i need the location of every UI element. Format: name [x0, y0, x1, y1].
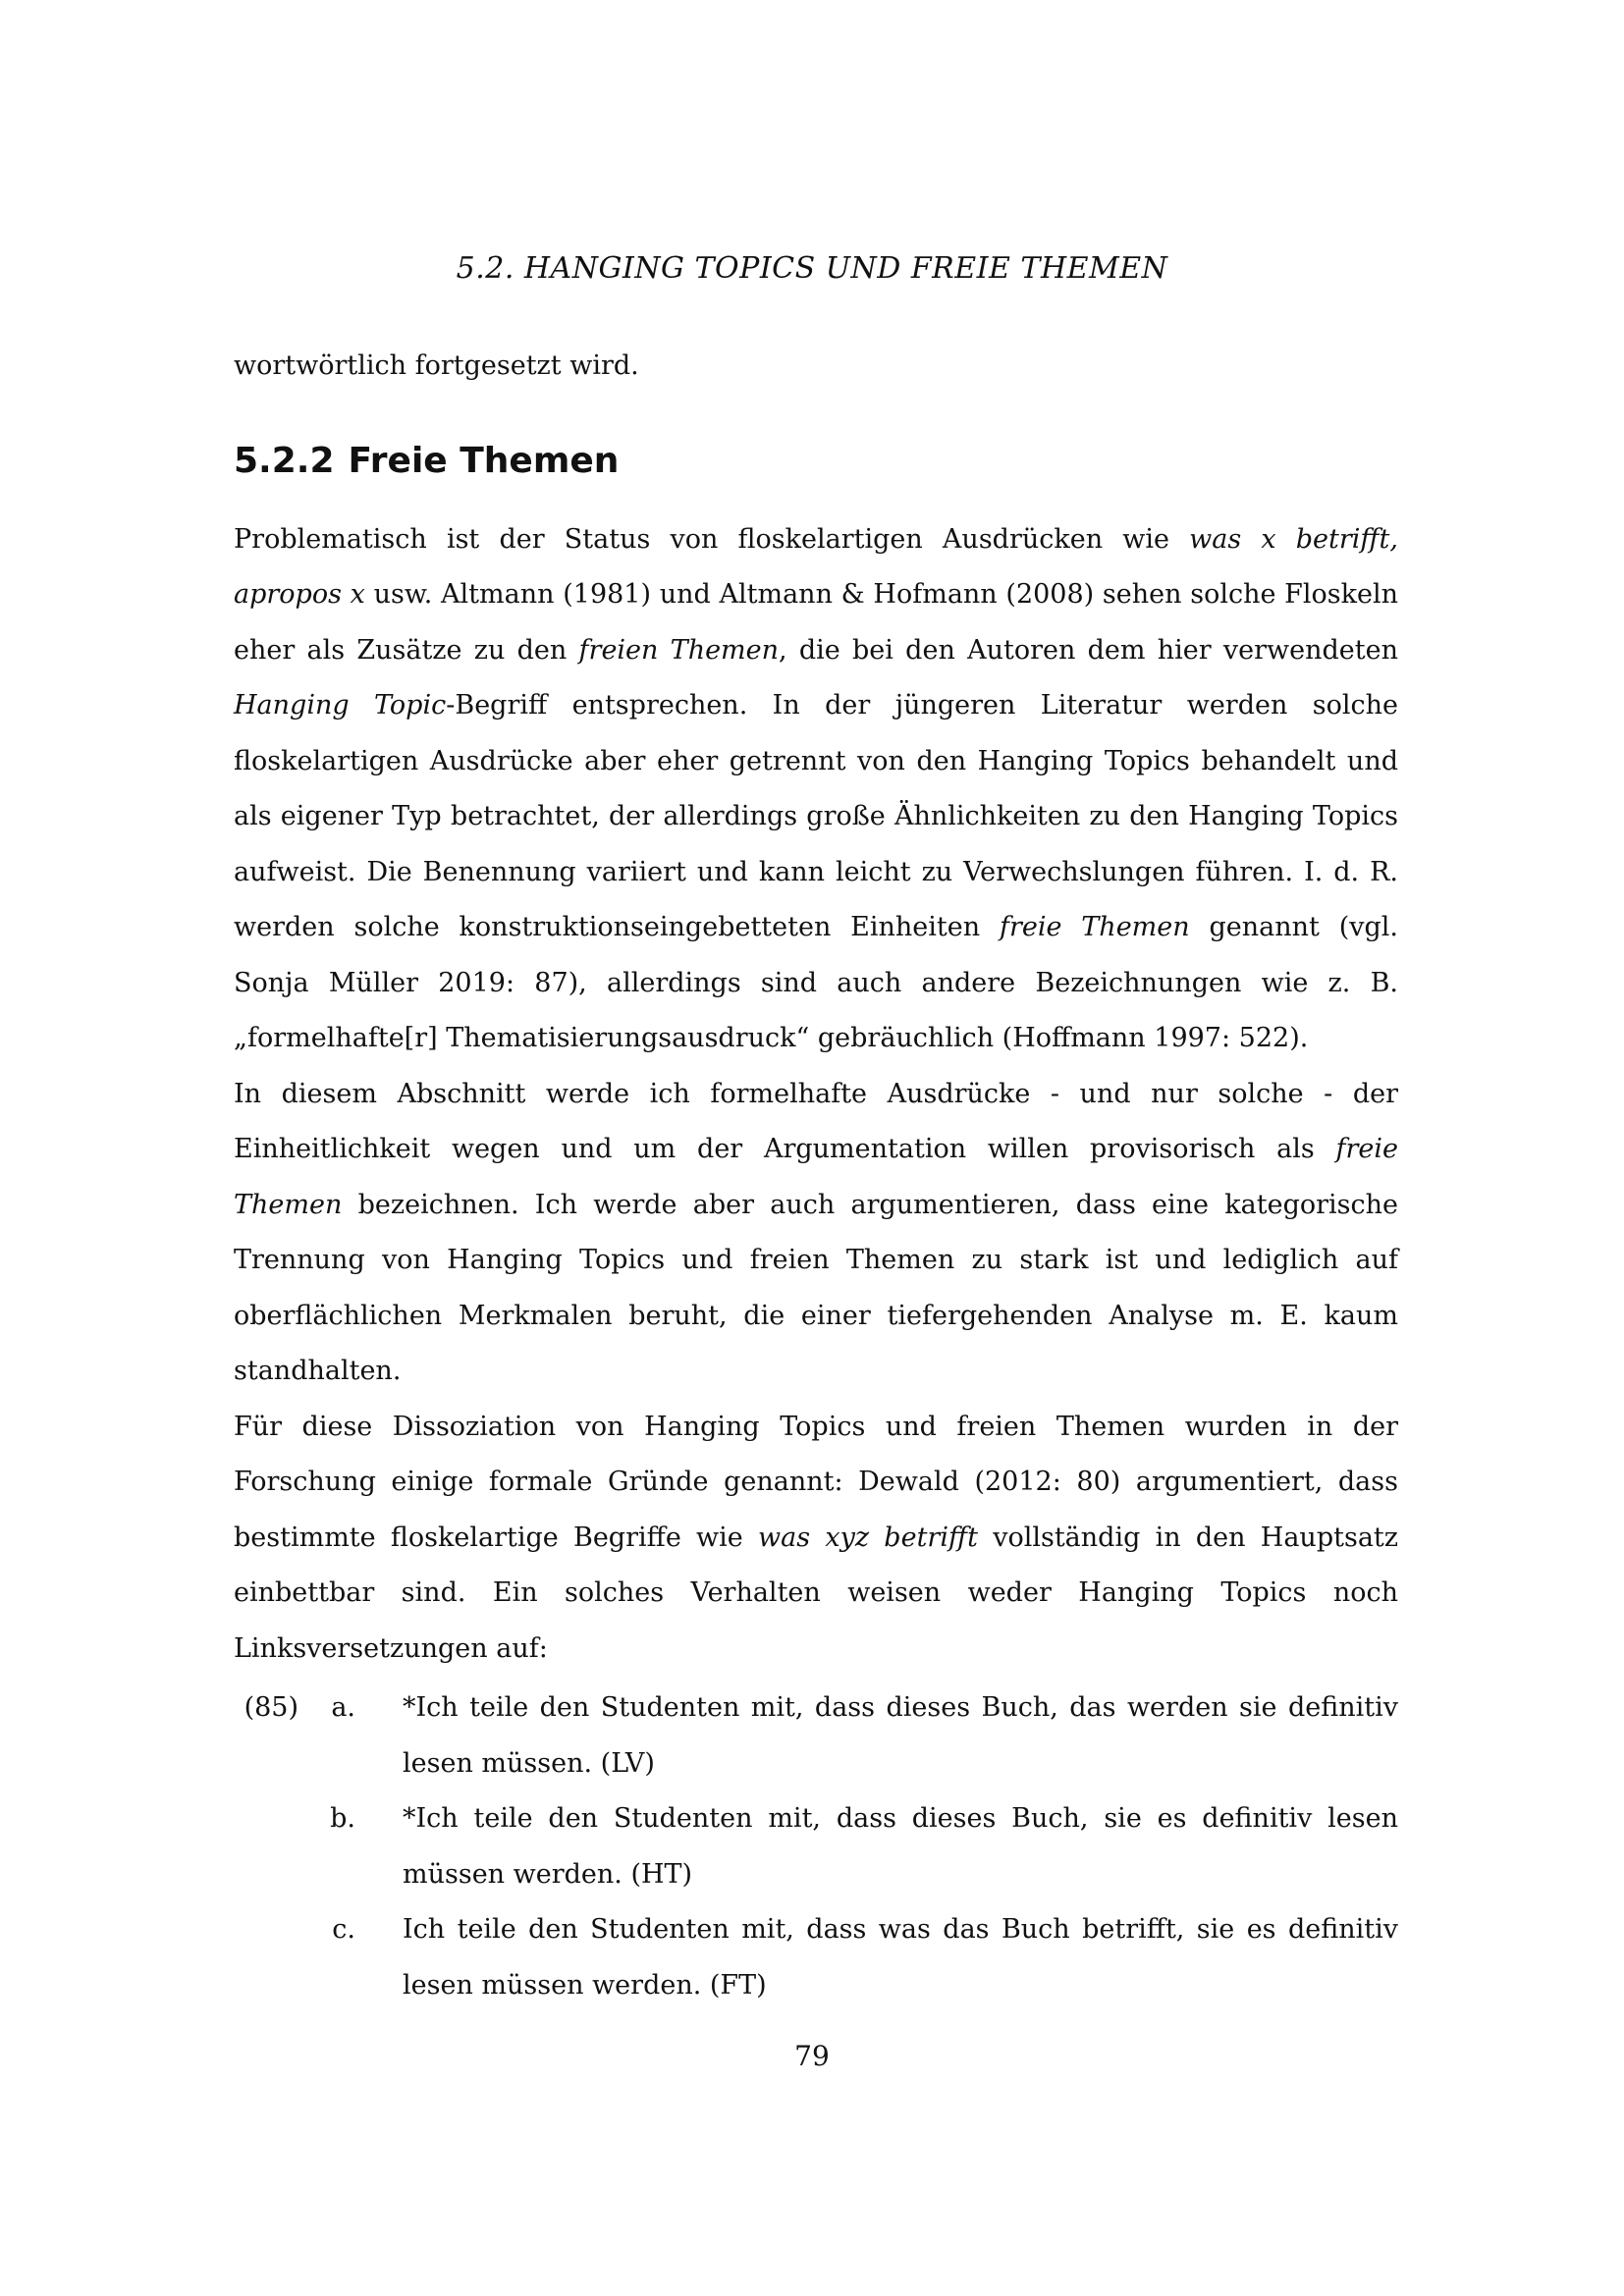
intro-paragraph: wortwörtlich fortgesetzt wird.	[234, 350, 639, 381]
example-item	[234, 1902, 1398, 2013]
paragraph-text: -Begriff entsprechen. In der jüngeren Literatur werden solche floskelartigen Ausdrücke aber eher getrennt von den Hanging Topics behandelt und als eigener Typ betrachtet, der allerdings große Ähnlichkeiten zu den Hanging Topics aufweist. Die Benennung variiert und kann leicht zu Verwechslungen führen. I. d. R. werden solche konstruktionseingebetteten Einheiten	[234, 690, 1398, 942]
emphasis-text: Hanging Topic	[234, 690, 447, 721]
running-head: 5.2. HANGING TOPICS UND FREIE THEMEN	[456, 251, 1168, 286]
paragraph-text: genannt (vgl. Sonja Müller 2019: 87), allerdings sind auch andere Bezeichnungen wie z. B. „formelhafte[r] Thematisierungsausdruck“ gebräuchlich (Hoffmann 1997: 522).	[234, 912, 1398, 1053]
example-number: (85)	[244, 1692, 298, 1723]
emphasis-text: was xyz betrifft	[758, 1522, 978, 1553]
emphasis-text: was x betrifft, apropos x	[234, 523, 1398, 610]
paragraph-1	[234, 512, 1398, 1067]
emphasis-text: freien Themen	[578, 634, 780, 666]
example-text: *Ich teile den Studenten mit, dass dieses Buch, das werden sie definitiv lesen müssen. (LV)	[403, 1692, 1398, 1779]
paragraph-text: Für diese Dissoziation von Hanging Topics und freien Themen wurden in der Forschung einige formale Gründe genannt: Dewald (2012: 80) argumentiert, dass bestimmte floskelartige Begriffe wie	[234, 1411, 1398, 1553]
paragraph-text: Problematisch ist der Status von floskelartigen Ausdrücken wie	[234, 523, 1190, 555]
example-label: a.	[331, 1692, 355, 1723]
section-heading	[234, 434, 1398, 489]
example-text: Ich teile den Studenten mit, dass was das Buch betrifft, sie es definitiv lesen müssen werden. (FT)	[403, 1914, 1398, 2001]
example-label: b.	[330, 1803, 355, 1834]
paragraph-text: bezeichnen. Ich werde aber auch argumentieren, dass eine kategorische Trennung von Hanging Topics und freien Themen zu stark ist und lediglich auf oberflächlichen Merkmalen beruht, die einer tiefergehenden Analyse m. E. kaum standhalten.	[234, 1189, 1398, 1386]
paragraph-3	[234, 1400, 1398, 1678]
example-item	[234, 1791, 1398, 1902]
paragraph-2	[234, 1067, 1398, 1400]
example-item	[234, 1681, 1398, 1791]
emphasis-text: freie Themen	[234, 1134, 1398, 1220]
paragraph-text: , die bei den Autoren dem hier verwendeten	[779, 634, 1398, 666]
emphasis-text: freie Themen	[999, 912, 1190, 942]
paragraph-text: usw. Altmann (1981) und Altmann & Hofmann (2008) sehen solche Floskeln eher als Zusätze zu den	[234, 579, 1399, 666]
example-block	[234, 1681, 1398, 2013]
section-number: 5.2.2	[234, 440, 335, 481]
paragraph-text: In diesem Abschnitt werde ich formelhafte Ausdrücke - und nur solche - der Einheitlichkeit wegen und um der Argumentation willen provisorisch als	[234, 1078, 1398, 1164]
page-number: 79	[794, 2040, 830, 2072]
paragraph-text: vollständig in den Hauptsatz einbettbar sind. Ein solches Verhalten weisen weder Hanging Topics noch Linksversetzungen auf:	[234, 1522, 1398, 1664]
page-body	[234, 339, 1398, 2013]
section-title: Freie Themen	[348, 440, 620, 481]
example-label: c.	[332, 1914, 355, 1945]
example-text: *Ich teile den Studenten mit, dass dieses Buch, sie es definitiv lesen müssen werden. (HT)	[403, 1803, 1398, 1890]
